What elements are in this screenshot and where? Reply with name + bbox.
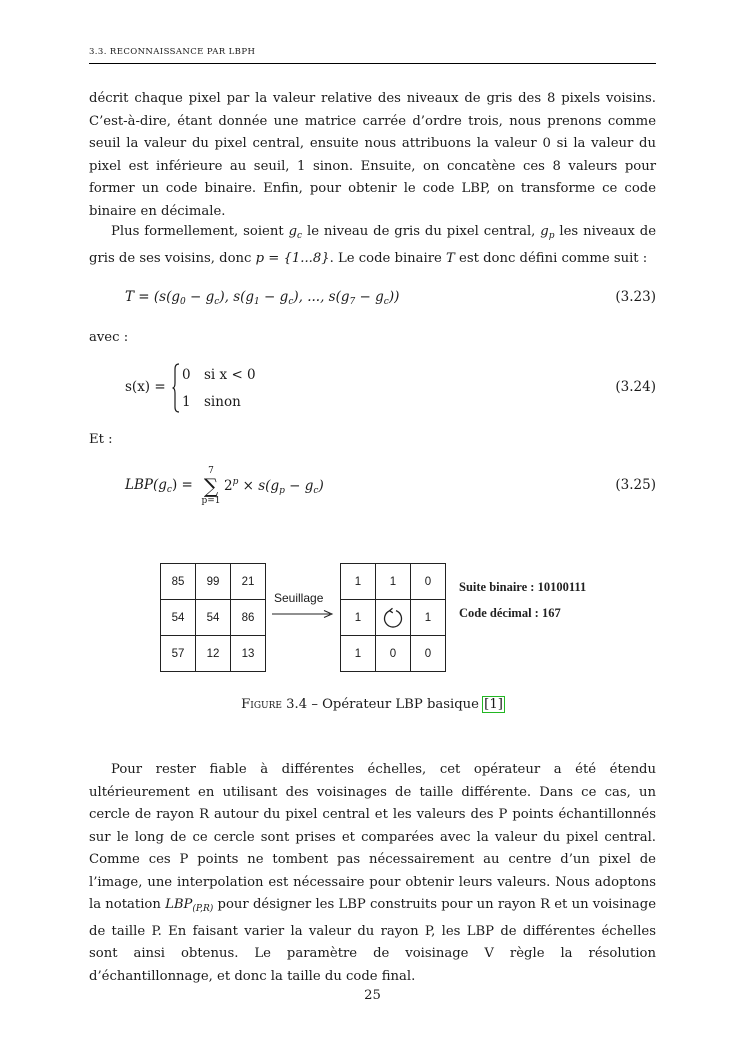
- threshold-label: Seuillage: [274, 591, 324, 605]
- equation-number-3-25: (3.25): [615, 477, 656, 493]
- grid-cell: 85: [161, 564, 196, 600]
- grid-cell: 12: [196, 636, 231, 672]
- grid-cell: 54: [161, 600, 196, 636]
- binary-suite-text: Suite binaire : 10100111: [459, 580, 587, 594]
- equation-3-23: $T = (s(g_0 - g_c)$, $s(g_1 - g_c)$, ..., $s(g_7 - g_c)$): [125, 289, 400, 307]
- case-row-2: 1 sinon: [182, 394, 241, 410]
- paragraph-formal-definition: Plus formellement, soient $g_c$ le niveau de gris du pixel central, $g_p$ les niveaux de gris de ses voisins, donc p = {1...8}. Le code binaire T est donc défini comme suit :: [89, 224, 657, 266]
- grid-cell: 0: [376, 636, 411, 672]
- equation-3-25-rhs: $2^p \times s(g_p - g_c)$: [224, 477, 324, 496]
- page-number: 25: [364, 988, 381, 1003]
- grid-cell: 1: [341, 600, 376, 636]
- equation-number-3-24: (3.24): [615, 379, 656, 395]
- grid-cell: 99: [196, 564, 231, 600]
- grid-cell: 0: [411, 636, 446, 672]
- case-row-1: 0 si x < 0: [182, 367, 256, 383]
- grid-cell: 86: [231, 600, 266, 636]
- header-rule: [89, 63, 656, 64]
- input-pixel-grid: [160, 563, 266, 672]
- grid-cell: 1: [341, 636, 376, 672]
- grid-cell: 1: [376, 564, 411, 600]
- label-avec: avec :: [89, 330, 129, 345]
- citation-link[interactable]: [1]: [484, 697, 503, 712]
- grid-cell: 57: [161, 636, 196, 672]
- right-arrow-icon: [272, 609, 334, 619]
- running-header: 3.3. RECONNAISSANCE PAR LBPH: [89, 47, 256, 57]
- grid-cell: 21: [231, 564, 266, 600]
- grid-cell: 1: [411, 600, 446, 636]
- var-T: T: [446, 250, 455, 266]
- label-et: Et :: [89, 432, 113, 447]
- circular-arrow-icon: [381, 606, 405, 630]
- summation-symbol: 7 ∑ p=1: [201, 466, 221, 506]
- paragraph-multiscale: Pour rester fiable à différentes échelles, cet opérateur a été étendu ultérieurement en utilisant des voisinages de taille différente. Dans ce cas, un cercle de rayon R autour du pixel central et les valeurs des P points échantillonnés sur le long de ce cercle sont prises et comparées avec la valeur du pixel central. Comme ces P points ne tombent pas nécessairement au centre d’un pixel de l’image, une interpolation est nécessaire pour obtenir leurs valeurs. Nous adoptons la notation $LBP_{(P,R)}$ pour désigner les LBP construits pour un rayon R et un voisinage de taille P. En faisant varier la valeur du rayon P, les LBP de différentes échelles sont ainsi obtenus. Le paramètre de voisinage V règle la résolution d’échantillonnage, et donc la taille du code final.: [89, 762, 656, 984]
- equation-3-24-lhs: s(x) =: [125, 379, 166, 395]
- paragraph-lbp-description: décrit chaque pixel par la valeur relative des niveaux de gris des 8 pixels voisins. C’est-à-dire, étant donnée une matrice carrée d’ordre trois, nous prenons comme seuil la valeur du pixel central, ensuite nous attribuons la valeur 0 si la valeur du pixel est inférieure au seuil, 1 sinon. Ensuite, on concatène ces 8 valeurs pour former un code binaire. Enfin, pour obtenir le code LBP, on transforme ce code binaire en décimale.: [89, 91, 656, 219]
- equation-3-25-lhs: $LBP(g_c)$ =: [125, 477, 193, 495]
- binary-output-grid: [340, 563, 446, 672]
- grid-cell: 13: [231, 636, 266, 672]
- grid-cell: 54: [196, 600, 231, 636]
- set-p: p = {1...8}: [255, 250, 330, 266]
- center-cell: [376, 600, 411, 636]
- grid-cell: 1: [341, 564, 376, 600]
- decimal-code-text: Code décimal : 167: [459, 606, 561, 620]
- equation-number-3-23: (3.23): [615, 289, 656, 305]
- var-gp: $g_p$: [540, 224, 555, 241]
- var-gc: $g_c$: [288, 224, 303, 241]
- left-brace: [172, 363, 180, 413]
- figure-caption: Figure 3.4 – Opérateur LBP basique [1]: [241, 697, 503, 712]
- grid-cell: 0: [411, 564, 446, 600]
